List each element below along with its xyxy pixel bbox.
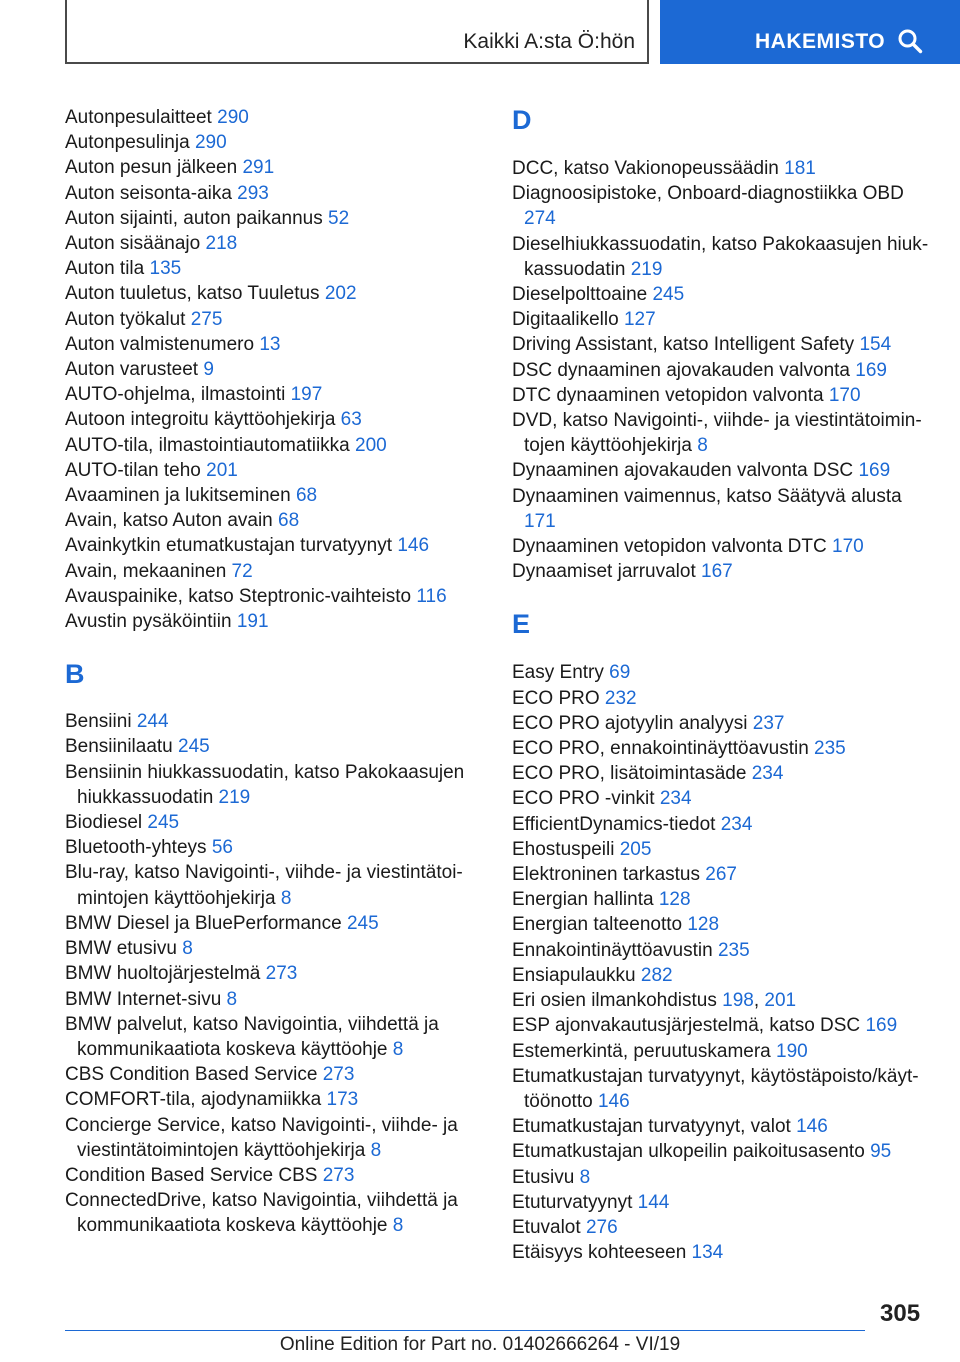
- page-link[interactable]: 8: [280, 887, 292, 909]
- page-link[interactable]: 244: [136, 711, 169, 733]
- index-entry-text: DTC dynaaminen vetopidon valvonta: [512, 384, 824, 406]
- section-letter: E: [512, 609, 531, 640]
- page-link[interactable]: 56: [211, 837, 233, 859]
- index-entry: [512, 912, 932, 937]
- search-icon[interactable]: [897, 28, 923, 54]
- index-entry-text: Etusivu: [512, 1166, 575, 1188]
- index-entry-text: Energian hallinta: [512, 889, 654, 911]
- page-link[interactable]: 219: [218, 786, 251, 808]
- index-entry-text: Energian talteenotto: [512, 914, 683, 936]
- page-link[interactable]: 128: [687, 914, 720, 936]
- index-entry: [65, 835, 465, 860]
- index-entry: [512, 660, 932, 685]
- page-link[interactable]: 169: [858, 460, 891, 482]
- index-entry-text: Driving Assistant, katso Intelligent Safety: [512, 334, 855, 356]
- page-link[interactable]: 8: [226, 988, 238, 1010]
- index-entry: [512, 736, 932, 761]
- page-link[interactable]: 52: [328, 207, 350, 229]
- page-link[interactable]: 68: [278, 510, 300, 532]
- index-entry-text: Autonpesulaitteet: [65, 107, 212, 128]
- index-entry: [512, 786, 932, 811]
- index-entry: [65, 533, 465, 558]
- index-entry-text: DVD, katso Navigointi-, viihde- ja viestintätoimintojen käyttöohjekirja: [512, 410, 922, 457]
- index-entry: [65, 332, 465, 357]
- page-link[interactable]: 197: [290, 384, 323, 406]
- tab-index[interactable]: [660, 0, 960, 64]
- index-entry: [512, 761, 932, 786]
- index-entry: [65, 584, 465, 609]
- index-entry: [65, 357, 465, 382]
- page-link[interactable]: 69: [609, 662, 631, 684]
- index-entry: [65, 307, 465, 332]
- index-entry-text: Avauspainike, katso Steptronic-vaihteisto: [65, 585, 412, 607]
- index-entry-text: Dynaaminen vetopidon valvonta DTC: [512, 536, 827, 558]
- index-entry: [65, 760, 465, 810]
- section-letter: D: [512, 105, 532, 135]
- index-entry-text: Avain, katso Auton avain: [65, 510, 273, 532]
- index-entry-text: Etuvalot: [512, 1216, 581, 1238]
- index-entry-text: Eri osien ilmankohdistus: [512, 990, 717, 1012]
- index-entry: [512, 812, 932, 837]
- index-entry: [65, 1163, 465, 1188]
- index-entry: [65, 483, 465, 508]
- index-entry: [512, 1215, 932, 1240]
- index-entry: [65, 987, 465, 1012]
- index-entry-text: Bluetooth-yhteys: [65, 837, 207, 859]
- page-link[interactable]: 245: [178, 736, 210, 758]
- page-link[interactable]: 68: [295, 485, 318, 507]
- index-entry-text: Diagnoosipistoke, Onboard-diagnostiikka OBD: [512, 183, 904, 205]
- index-entry: [512, 307, 932, 332]
- page-link[interactable]: 282: [640, 964, 673, 986]
- index-entry-text: Auton varusteet: [65, 359, 199, 381]
- page-link[interactable]: 146: [397, 535, 430, 557]
- index-entry-text: Avain, mekaaninen: [65, 560, 227, 582]
- index-entry-text: Avainkytkin etumatkustajan turvatyynyt: [65, 535, 393, 557]
- index-entry: [512, 1039, 932, 1064]
- tab-a-to-o[interactable]: [65, 0, 649, 64]
- page-link[interactable]: 191: [236, 611, 269, 633]
- page-link[interactable]: 72: [231, 560, 253, 582]
- index-entry: [512, 1114, 932, 1139]
- page-link[interactable]: 116: [416, 585, 447, 607]
- index-entry-text: AUTO-tila, ilmastointiautomatiikka: [65, 434, 350, 456]
- index-entry-text: Blu-ray, katso Navigointi-, viihde- ja viestintätoimintojen käyttöohjekirja: [65, 862, 463, 909]
- page-link[interactable]: 167: [701, 561, 733, 583]
- index-entry-text: Biodiesel: [65, 812, 143, 834]
- page-link[interactable]: 169: [855, 359, 887, 381]
- index-entry-text: AUTO-ohjelma, ilmastointi: [65, 384, 286, 406]
- page-link[interactable]: 218: [205, 233, 238, 255]
- index-entry-text: BMW palvelut, katso Navigointia, viihdettä ja kommunikaatiota koskeva käyttöohje: [65, 1013, 439, 1060]
- index-entry: [65, 231, 465, 256]
- index-entry-text: Dynaaminen ajovakauden valvonta DSC: [512, 460, 854, 482]
- page-link[interactable]: 198: [722, 990, 754, 1012]
- page-link[interactable]: 95: [870, 1141, 892, 1163]
- index-entry-text: Dieselpolttoaine: [512, 284, 648, 306]
- index-entry: [512, 383, 932, 408]
- index-entry: [512, 1013, 932, 1038]
- page-link[interactable]: 171: [524, 510, 556, 532]
- index-entry: [65, 433, 465, 458]
- page-link[interactable]: 170: [832, 536, 864, 558]
- page-link[interactable]: 146: [597, 1090, 630, 1112]
- index-entry: [512, 181, 932, 231]
- page-link[interactable]: 135: [149, 258, 182, 280]
- index-entry-text: Ensiapulaukku: [512, 964, 636, 986]
- index-entry-text: BMW huoltojärjestelmä: [65, 963, 261, 985]
- page-link[interactable]: 146: [796, 1116, 828, 1138]
- index-entry-text: Auton sijainti, auton paikannus: [65, 207, 323, 229]
- page-link[interactable]: 8: [697, 435, 708, 457]
- index-entry: [512, 408, 932, 458]
- index-entry-text: Auton tila: [65, 258, 145, 280]
- index-entry-text: ECO PRO, lisätoimintasäde: [512, 763, 747, 785]
- index-entry: [65, 1012, 465, 1062]
- page-link[interactable]: 274: [524, 208, 556, 230]
- index-entry-text: Condition Based Service CBS: [65, 1164, 318, 1186]
- index-entry: [512, 686, 932, 711]
- page-link[interactable]: 205: [619, 838, 652, 860]
- page-link[interactable]: 170: [828, 384, 861, 406]
- index-entry: [65, 609, 465, 634]
- index-entry-text: Auton tuuletus, katso Tuuletus: [65, 283, 320, 305]
- index-entry: [512, 1139, 932, 1164]
- index-entry: [65, 181, 465, 206]
- page-link[interactable]: 293: [237, 182, 269, 204]
- index-entry-text: Autonpesulinja: [65, 132, 190, 154]
- index-entry-text: ECO PRO: [512, 687, 600, 709]
- index-column-right: [512, 105, 932, 1265]
- section-letter: B: [65, 659, 85, 690]
- index-entry: [512, 1190, 932, 1215]
- index-entry: [65, 860, 465, 910]
- index-entry: [65, 1188, 465, 1238]
- page-link[interactable]: 219: [630, 258, 663, 280]
- index-entry: [65, 281, 465, 306]
- page-link[interactable]: 169: [865, 1015, 898, 1037]
- index-entry-text: Digitaalikello: [512, 309, 619, 331]
- index-entry-text: Bensiinin hiukkassuodatin, katso Pakokaasujen hiukkassuodatin: [65, 761, 465, 808]
- index-entry-text: Avaaminen ja lukitseminen: [65, 485, 291, 507]
- index-entry-text: Dieselhiukkassuodatin, katso Pakokaasujen hiukkassuodatin: [512, 233, 929, 280]
- page-link[interactable]: 237: [752, 712, 785, 734]
- page-link[interactable]: 290: [217, 107, 249, 128]
- index-entry: [512, 1165, 932, 1190]
- page-link[interactable]: 290: [194, 132, 227, 154]
- index-entry-text: Avustin pysäköintiin: [65, 611, 232, 633]
- index-entry-text: ESP ajonvakautusjärjestelmä, katso DSC: [512, 1015, 861, 1037]
- index-entry: [65, 508, 465, 533]
- index-entry-text: Dynaaminen vaimennus, katso Säätyvä alusta: [512, 485, 902, 507]
- index-entry: [512, 963, 932, 988]
- index-entry-text: Auton työkalut: [65, 308, 186, 330]
- page-link[interactable]: 9: [203, 359, 214, 381]
- index-entry: [512, 156, 932, 181]
- index-entry-text: Auton seisonta-aika: [65, 182, 232, 204]
- page-link[interactable]: 63: [340, 409, 362, 431]
- page-link[interactable]: 267: [705, 864, 737, 886]
- index-entry: [512, 534, 932, 559]
- index-entry-text: DSC dynaaminen ajovakauden valvonta: [512, 359, 850, 381]
- page-link[interactable]: 273: [322, 1164, 355, 1186]
- index-entry: [65, 961, 465, 986]
- index-entry-text: DCC, katso Vakionopeussäädin: [512, 158, 779, 179]
- index-entry: [65, 256, 465, 281]
- page-link[interactable]: 291: [242, 157, 275, 179]
- index-entry: [65, 936, 465, 961]
- page-link[interactable]: 235: [814, 738, 846, 760]
- page-link[interactable]: 8: [370, 1139, 382, 1161]
- page-link[interactable]: 200: [355, 434, 387, 456]
- page-link[interactable]: 245: [147, 812, 180, 834]
- index-column-left: [65, 105, 465, 1239]
- index-entry: [512, 358, 932, 383]
- page-link[interactable]: 201: [764, 990, 797, 1012]
- page-number: 305: [880, 1300, 921, 1327]
- page-link[interactable]: 8: [392, 1038, 404, 1060]
- index-entry: [65, 559, 465, 584]
- index-entry-text: BMW etusivu: [65, 938, 177, 960]
- index-entry: [512, 232, 932, 282]
- page-link[interactable]: 235: [717, 939, 750, 961]
- index-entry: [65, 810, 465, 835]
- index-entry-text: Etäisyys kohteeseen: [512, 1242, 687, 1264]
- page-link[interactable]: 144: [637, 1191, 670, 1213]
- page-link[interactable]: 232: [604, 687, 637, 709]
- index-entry: [65, 911, 465, 936]
- tab-index-label: HAKEMISTO: [755, 30, 886, 53]
- index-entry: [512, 282, 932, 307]
- page-link[interactable]: 234: [720, 813, 753, 835]
- index-entry-text: Concierge Service, katso Navigointi-, viihde- ja viestintätoimintojen käyttöohjekirja: [65, 1114, 458, 1161]
- index-entry: [512, 559, 932, 584]
- index-entry-text: Etumatkustajan turvatyynyt, käytöstäpoisto/käyttöönotto: [512, 1065, 919, 1112]
- page-link[interactable]: 245: [652, 284, 685, 306]
- page-link[interactable]: 273: [322, 1064, 355, 1086]
- index-entry-text: Bensiinilaatu: [65, 736, 173, 758]
- index-entry-text: Dynaamiset jarruvalot: [512, 561, 696, 583]
- index-entry-text: CBS Condition Based Service: [65, 1064, 318, 1086]
- index-entry: [65, 1062, 465, 1087]
- index-entry: [512, 332, 932, 357]
- page-link[interactable]: 127: [623, 309, 656, 331]
- index-entry: [65, 734, 465, 759]
- index-entry: [512, 1240, 932, 1265]
- index-entry: [512, 458, 932, 483]
- index-entry-text: ECO PRO -vinkit: [512, 788, 655, 810]
- index-entry-text: Auton pesun jälkeen: [65, 157, 238, 179]
- index-entry: [65, 105, 465, 130]
- page-link[interactable]: 202: [324, 283, 357, 305]
- index-entry: [512, 484, 932, 534]
- index-entry-text: Ennakointinäyttöavustin: [512, 939, 713, 961]
- page-link[interactable]: 8: [392, 1215, 404, 1237]
- index-entry: Eri osien ilmankohdistus 198, 201: [512, 990, 797, 1012]
- index-entry-text: Estemerkintä, peruutuskamera: [512, 1040, 771, 1062]
- page-link[interactable]: 134: [691, 1242, 724, 1264]
- index-entry: [65, 458, 465, 483]
- page-link[interactable]: 13: [259, 333, 281, 355]
- index-entry: [65, 206, 465, 231]
- index-entry-text: Autoon integroitu käyttöohjekirja: [65, 409, 336, 431]
- index-entry: [65, 382, 465, 407]
- page-link[interactable]: 154: [859, 334, 892, 356]
- index-entry-text: BMW Diesel ja BluePerformance: [65, 912, 342, 934]
- index-entry: [65, 1087, 465, 1112]
- page-link[interactable]: 181: [784, 158, 816, 179]
- index-entry-text: Elektroninen tarkastus: [512, 864, 700, 886]
- page-link[interactable]: 8: [182, 938, 193, 960]
- page-link[interactable]: 201: [206, 459, 238, 481]
- index-entry-text: Bensiini: [65, 711, 132, 733]
- index-entry-text: COMFORT-tila, ajodynamiikka: [65, 1089, 322, 1111]
- index-entry-text: ConnectedDrive, katso Navigointia, viihdettä ja kommunikaatiota koskeva käyttöohje: [65, 1190, 458, 1237]
- index-entry: [512, 887, 932, 912]
- page-link[interactable]: 245: [346, 912, 379, 934]
- index-entry-text: Etuturvatyynyt: [512, 1191, 633, 1213]
- index-entry: [512, 837, 932, 862]
- index-entry-text: Ehostuspeili: [512, 838, 615, 860]
- index-entry: [512, 711, 932, 736]
- footer-edition-text: Online Edition for Part no. 01402666264 - VI/19: [279, 1334, 681, 1355]
- index-entry-text: ECO PRO ajotyylin analyysi: [512, 712, 748, 734]
- page-link[interactable]: 276: [585, 1216, 618, 1238]
- page-link[interactable]: 8: [579, 1166, 591, 1188]
- index-entry-text: AUTO-tilan teho: [65, 459, 201, 481]
- tab-a-to-o-label: Kaikki A:sta Ö:hön: [463, 30, 635, 53]
- index-entry: [65, 130, 465, 155]
- index-entry-text: BMW Internet-sivu: [65, 988, 222, 1010]
- page-link[interactable]: 128: [658, 889, 691, 911]
- index-entry-text: Easy Entry: [512, 662, 604, 684]
- page-link[interactable]: 234: [751, 763, 784, 785]
- page-link[interactable]: 234: [659, 788, 692, 810]
- page-link[interactable]: 273: [265, 963, 298, 985]
- index-entry-text: Etumatkustajan turvatyynyt, valot: [512, 1116, 791, 1138]
- index-entry-text: Etumatkustajan ulkopeilin paikoitusasento: [512, 1141, 865, 1163]
- page-link[interactable]: 190: [776, 1040, 808, 1062]
- index-entry: [512, 938, 932, 963]
- index-entry-text: Auton sisäänajo: [65, 233, 201, 255]
- footer-divider: [65, 1330, 865, 1331]
- index-entry-text: ECO PRO, ennakointinäyttöavustin: [512, 738, 809, 760]
- page-link[interactable]: 275: [190, 308, 223, 330]
- index-entry: [65, 709, 465, 734]
- index-entry: [65, 1113, 465, 1163]
- page-link[interactable]: 173: [326, 1089, 359, 1111]
- index-entry-text: EfficientDynamics-tiedot: [512, 813, 716, 835]
- index-entry: [65, 155, 465, 180]
- index-entry: [512, 1064, 932, 1114]
- index-entry-text: Auton valmistenumero: [65, 333, 255, 355]
- index-entry: [512, 862, 932, 887]
- index-entry: [65, 407, 465, 432]
